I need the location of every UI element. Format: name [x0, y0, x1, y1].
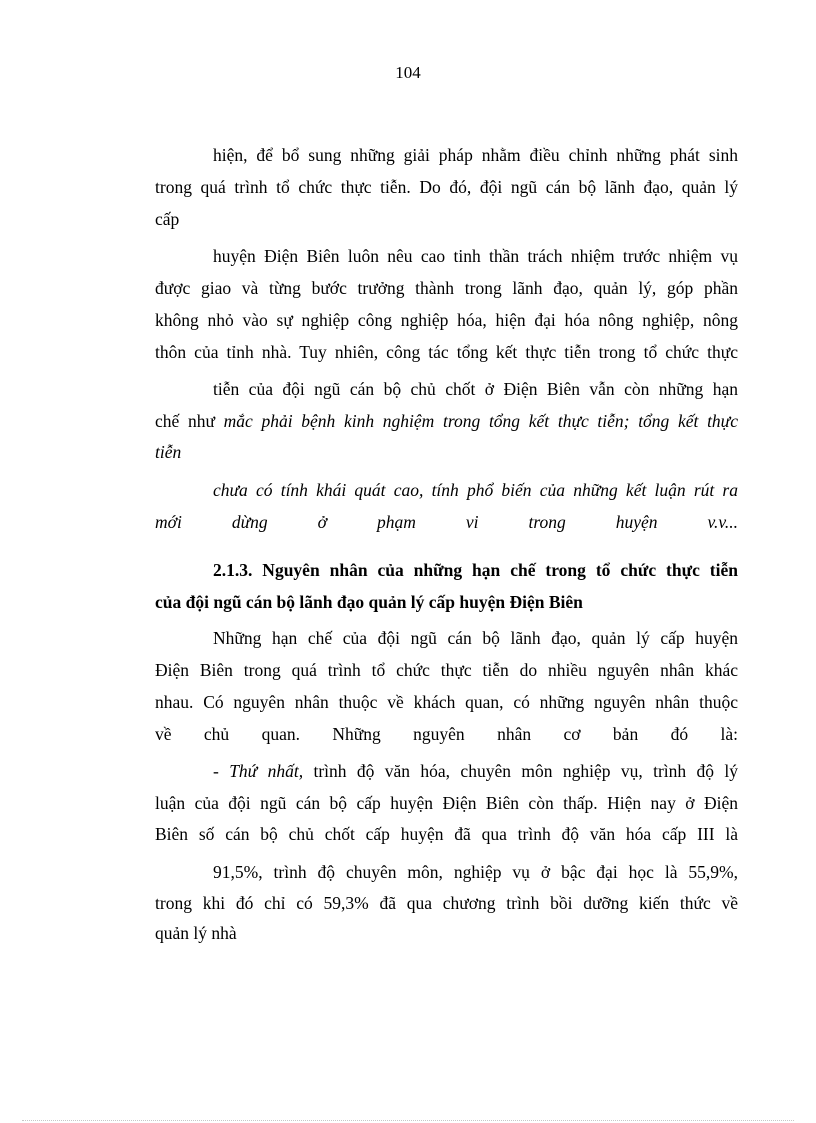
text-line: Điện Biên trong quá trình tổ chức thực tiễn do nhiều nguyên nhân khác [155, 660, 738, 680]
text-normal: trình độ văn hóa, chuyên môn nghiệp vụ, trình độ lý [303, 761, 738, 781]
footer-rule [22, 1120, 794, 1121]
text-line: mới dừng ở phạm vi trong huyện v.v... [155, 512, 738, 532]
text-line: huyện Điện Biên luôn nêu cao tinh thần trách nhiệm trước nhiệm vụ [213, 246, 738, 266]
text-line: thôn của tỉnh nhà. Tuy nhiên, công tác tổng kết thực tiễn trong tổ chức thực [155, 342, 738, 362]
text-line [213, 759, 738, 783]
section-heading: 2.1.3. Nguyên nhân của những hạn chế trong tổ chức thực tiễn [213, 560, 738, 580]
text-line: luận của đội ngũ cán bộ cấp huyện Điện Biên còn thấp. Hiện nay ở Điện [155, 793, 738, 813]
page-number: 104 [395, 63, 421, 82]
text-normal: - [213, 761, 230, 781]
section-heading: của đội ngũ cán bộ lãnh đạo quản lý cấp huyện Điện Biên [155, 592, 583, 612]
text-italic: mắc phải bệnh kinh nghiệm trong tổng kết thực tiễn; tổng kết thực [223, 411, 738, 431]
text-italic: Thứ nhất, [229, 761, 304, 781]
text-line: tiễn [155, 442, 182, 462]
text-line: trong quá trình tổ chức thực tiễn. Do đó, đội ngũ cán bộ lãnh đạo, quản lý [155, 177, 738, 197]
text-normal: chế như [155, 411, 224, 431]
text-line: Biên số cán bộ chủ chốt cấp huyện đã qua trình độ văn hóa cấp III là [155, 824, 738, 844]
text-line: được giao và từng bước trưởng thành trong lãnh đạo, quản lý, góp phần [155, 278, 738, 298]
text-line: về chủ quan. Những nguyên nhân cơ bản đó là: [155, 724, 738, 744]
text-line [155, 409, 738, 433]
text-line: tiễn của đội ngũ cán bộ chủ chốt ở Điện Biên vẫn còn những hạn [213, 379, 738, 399]
text-line: 91,5%, trình độ chuyên môn, nghiệp vụ ở bậc đại học là 55,9%, [213, 862, 738, 882]
text-line: nhau. Có nguyên nhân thuộc về khách quan, có những nguyên nhân thuộc [155, 692, 738, 712]
text-line: chưa có tính khái quát cao, tính phổ biến của những kết luận rút ra [213, 480, 738, 500]
text-line: hiện, để bổ sung những giải pháp nhằm điều chỉnh những phát sinh [213, 145, 738, 165]
text-line: trong khi đó chỉ có 59,3% đã qua chương trình bồi dưỡng kiến thức về [155, 893, 738, 913]
text-line: không nhỏ vào sự nghiệp công nghiệp hóa, hiện đại hóa nông nghiệp, nông [155, 310, 738, 330]
text-line: cấp [155, 209, 180, 229]
text-line: Những hạn chế của đội ngũ cán bộ lãnh đạo, quản lý cấp huyện [213, 628, 738, 648]
text-line: quản lý nhà [155, 923, 237, 943]
